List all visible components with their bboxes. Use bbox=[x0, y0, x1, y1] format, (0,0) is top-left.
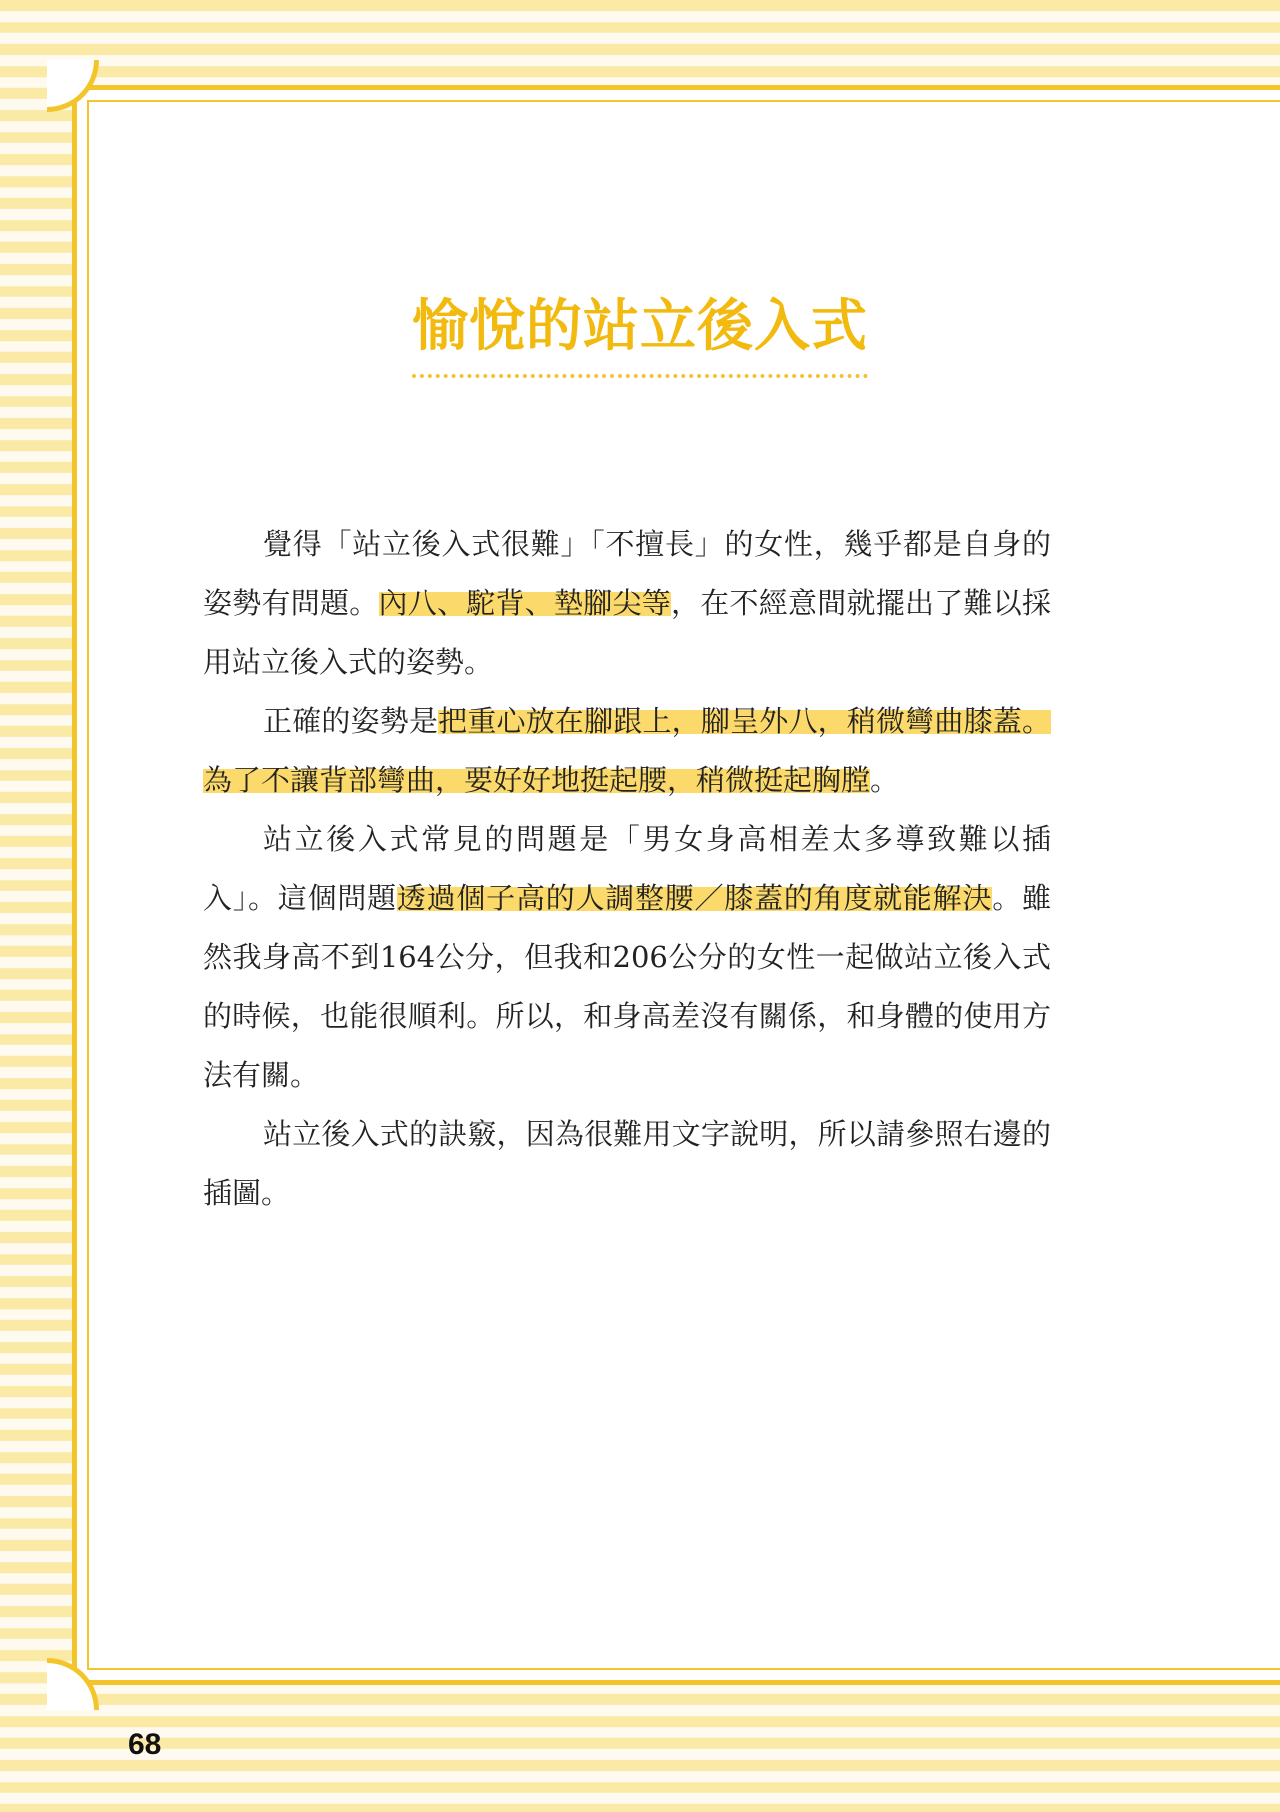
highlighted-text: 把重心放在腳跟上，腳呈外八，稍微彎曲膝蓋。為了不讓背部彎曲，要好好地挺起腰，稍微挺起胸膛 bbox=[203, 704, 1051, 797]
text-run: 正確的姿勢是 bbox=[263, 704, 439, 738]
paragraph bbox=[203, 810, 1051, 1105]
page-title: 愉悅的站立後入式 bbox=[412, 282, 868, 378]
text-run: 覺得「站立後入式很難」「不擅長」的女性，幾乎都是自身的姿勢有問題。 bbox=[203, 527, 1051, 620]
text-run: 。雖然我身高不到164公分，但我和206公分的女性一起做站立後入式的時候，也能很順利。所以，和身高差沒有關係，和身體的使用方法有關。 bbox=[203, 881, 1051, 1092]
title-wrap bbox=[0, 282, 1280, 378]
page-number: 68 bbox=[128, 1728, 162, 1761]
text-run: 站立後入式的訣竅，因為很難用文字說明，所以請參照右邊的插圖。 bbox=[203, 1117, 1051, 1210]
paragraph bbox=[203, 515, 1051, 692]
paragraph bbox=[203, 1105, 1051, 1223]
text-run: ，在不經意間就擺出了難以採用站立後入式的姿勢。 bbox=[203, 586, 1051, 679]
highlighted-text: 透過個子高的人調整腰／膝蓋的角度就能解決 bbox=[396, 881, 993, 915]
body-text bbox=[203, 515, 1051, 1223]
text-run: 。 bbox=[870, 763, 900, 797]
paragraph bbox=[203, 692, 1051, 810]
text-run: 站立後入式常見的問題是「男女身高相差太多導致難以插入」。這個問題 bbox=[203, 822, 1051, 915]
highlighted-text: 內八、駝背、墊腳尖等 bbox=[378, 586, 671, 620]
